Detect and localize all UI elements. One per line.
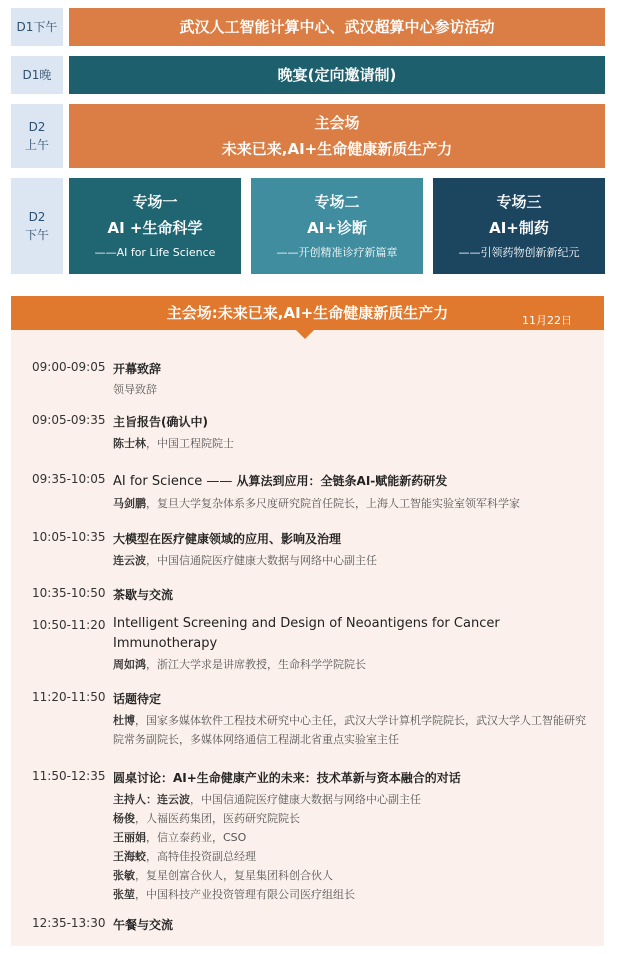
item-speaker-line: 连云波，中国信通院医疗健康大数据与网络中心副主任 bbox=[113, 554, 377, 567]
item-title: 茶歇与交流 bbox=[113, 588, 174, 602]
item-time: 10:35-10:50 bbox=[32, 586, 106, 600]
d2-morning-title: 主会场 bbox=[314, 114, 360, 132]
agenda-header bbox=[11, 296, 604, 330]
panelist-name: 主持人：连云波 bbox=[113, 793, 190, 806]
item-title-prefix: AI for Science —— bbox=[113, 474, 237, 489]
agenda-header-title: 主会场:未来已来,AI+生命健康新质生产力 bbox=[166, 304, 449, 322]
item-title: 圆桌讨论：AI+生命健康产业的未来：技术革新与资本融合的对话 bbox=[113, 771, 461, 785]
item-time: 12:35-13:30 bbox=[32, 916, 106, 930]
item-title: 大模型在医疗健康领域的应用、影响及治理 bbox=[113, 532, 342, 546]
item-time: 10:05-10:35 bbox=[32, 530, 106, 544]
item-title: 主旨报告(确认中) bbox=[113, 415, 208, 429]
item-speaker-line: 马剑鹏，复旦大学复杂体系多尺度研究院首任院长，上海人工智能实验室领军科学家 bbox=[113, 497, 520, 510]
speaker-name: 连云波 bbox=[113, 554, 146, 567]
speaker-role: 国家多媒体软件工程技术研究中心主任，武汉大学计算机学院院长，武汉大学人工智能研究院常务副院长，多媒体网络通信工程湖北省重点实验室主任 bbox=[113, 714, 586, 746]
panelist: 王海蛟，高特佳投资副总经理 bbox=[113, 850, 256, 863]
speaker-name: 杜博 bbox=[113, 714, 135, 727]
speaker-role: 复旦大学复杂体系多尺度研究院首任院长，上海人工智能实验室领军科学家 bbox=[157, 497, 520, 510]
item-title: 话题待定 bbox=[113, 692, 162, 706]
item-title: 开幕致辞 bbox=[113, 362, 162, 376]
d2-afternoon-label bbox=[11, 178, 63, 274]
item-time: 11:20-11:50 bbox=[32, 690, 106, 704]
agenda-date: 11月22日 bbox=[522, 314, 572, 327]
speaker-name: 周如鸿 bbox=[113, 658, 146, 671]
track-three-sub: ——引领药物创新新纪元 bbox=[458, 246, 580, 259]
d2-afternoon-label-day: D2 bbox=[28, 210, 46, 224]
item-speaker-line: 陈士林，中国工程院院士 bbox=[113, 437, 234, 450]
panelist: 主持人：连云波，中国信通院医疗健康大数据与网络中心副主任 bbox=[113, 793, 421, 806]
d1-evening-label: D1晚 bbox=[11, 56, 63, 94]
d2-morning-bar bbox=[69, 104, 605, 168]
track-two-sub: ——开创精准诊疗新篇章 bbox=[276, 246, 398, 259]
item-speaker-line: 杜博，国家多媒体软件工程技术研究中心主任，武汉大学计算机学院院长，武汉大学人工智能研究院常务副院长，多媒体网络通信工程湖北省重点实验室主任 bbox=[113, 714, 586, 746]
panelist-role: 信立泰药业，CSO bbox=[157, 831, 247, 844]
track-three-topic: AI+制药 bbox=[489, 219, 549, 237]
track-two-name: 专场二 bbox=[314, 193, 360, 211]
d1-evening-bar bbox=[69, 56, 605, 94]
item-time: 11:50-12:35 bbox=[32, 769, 106, 783]
item-detail: 领导致辞 bbox=[113, 383, 157, 396]
item-time: 10:50-11:20 bbox=[32, 618, 106, 632]
track-two-topic: AI+诊断 bbox=[307, 219, 367, 237]
panelist: 张敏，复星创富合伙人，复星集团科创合伙人 bbox=[113, 869, 333, 882]
track-one-card bbox=[69, 178, 241, 274]
panelist: 王丽娟，信立泰药业，CSO bbox=[113, 831, 247, 844]
item-time: 09:35-10:05 bbox=[32, 472, 106, 486]
speaker-name: 马剑鹏 bbox=[113, 497, 146, 510]
track-one-sub: ——AI for Life Science bbox=[94, 246, 216, 259]
panelist-role: 复星创富合伙人，复星集团科创合伙人 bbox=[146, 869, 333, 882]
item-speaker-line: 周如鸿，浙江大学求是讲席教授，生命科学学院院长 bbox=[113, 658, 366, 671]
item-title-rest: 从算法到应用：全链条AI-赋能新药研发 bbox=[236, 474, 448, 488]
header-pointer bbox=[296, 330, 314, 339]
panelist-name: 张敏 bbox=[113, 869, 135, 882]
item-time: 09:05-09:35 bbox=[32, 413, 106, 427]
speaker-role: 中国工程院院士 bbox=[157, 437, 234, 450]
item-title bbox=[113, 472, 447, 489]
speaker-name: 陈士林 bbox=[113, 437, 146, 450]
d2-morning-label-period: 上午 bbox=[24, 138, 49, 152]
panelist: 杨俊，人福医药集团，医药研究院院长 bbox=[113, 812, 300, 825]
panelist-role: 高特佳投资副总经理 bbox=[157, 850, 256, 863]
d1-afternoon-bar bbox=[69, 8, 605, 46]
d2-morning-subtitle: 未来已来,AI+生命健康新质生产力 bbox=[221, 140, 453, 158]
item-time: 09:00-09:05 bbox=[32, 360, 106, 374]
d1-afternoon-label: D1下午 bbox=[11, 8, 63, 46]
panelist-role: 中国信通院医疗健康大数据与网络中心副主任 bbox=[201, 793, 421, 806]
item-title: Intelligent Screening and Design of Neoantigens for Cancer Immunotherapy bbox=[113, 616, 500, 651]
panelist-name: 杨俊 bbox=[113, 812, 135, 825]
track-three-name: 专场三 bbox=[496, 193, 542, 211]
track-one-name: 专场一 bbox=[132, 193, 178, 211]
track-three-card bbox=[433, 178, 605, 274]
panelist-role: 中国科技产业投资管理有限公司医疗组组长 bbox=[146, 888, 355, 901]
speaker-role: 中国信通院医疗健康大数据与网络中心副主任 bbox=[157, 554, 377, 567]
d2-morning-label-day: D2 bbox=[28, 120, 46, 134]
d1-afternoon-title: 武汉人工智能计算中心、武汉超算中心参访活动 bbox=[179, 18, 495, 36]
speaker-role: 浙江大学求是讲席教授，生命科学学院院长 bbox=[157, 658, 366, 671]
panelist-name: 王海蛟 bbox=[113, 850, 146, 863]
panelist-role: 人福医药集团，医药研究院院长 bbox=[146, 812, 300, 825]
track-two-card bbox=[251, 178, 423, 274]
panelist: 张堃，中国科技产业投资管理有限公司医疗组组长 bbox=[113, 888, 355, 901]
d1-evening-title: 晚宴(定向邀请制) bbox=[277, 66, 397, 84]
panelist-name: 王丽娟 bbox=[113, 831, 146, 844]
track-one-topic: AI +生命科学 bbox=[107, 219, 203, 237]
panelist-name: 张堃 bbox=[113, 888, 135, 901]
d2-afternoon-label-period: 下午 bbox=[24, 228, 49, 242]
roundtable-panel-list bbox=[113, 790, 591, 904]
item-title: 午餐与交流 bbox=[113, 918, 174, 932]
d2-morning-label bbox=[11, 104, 63, 168]
